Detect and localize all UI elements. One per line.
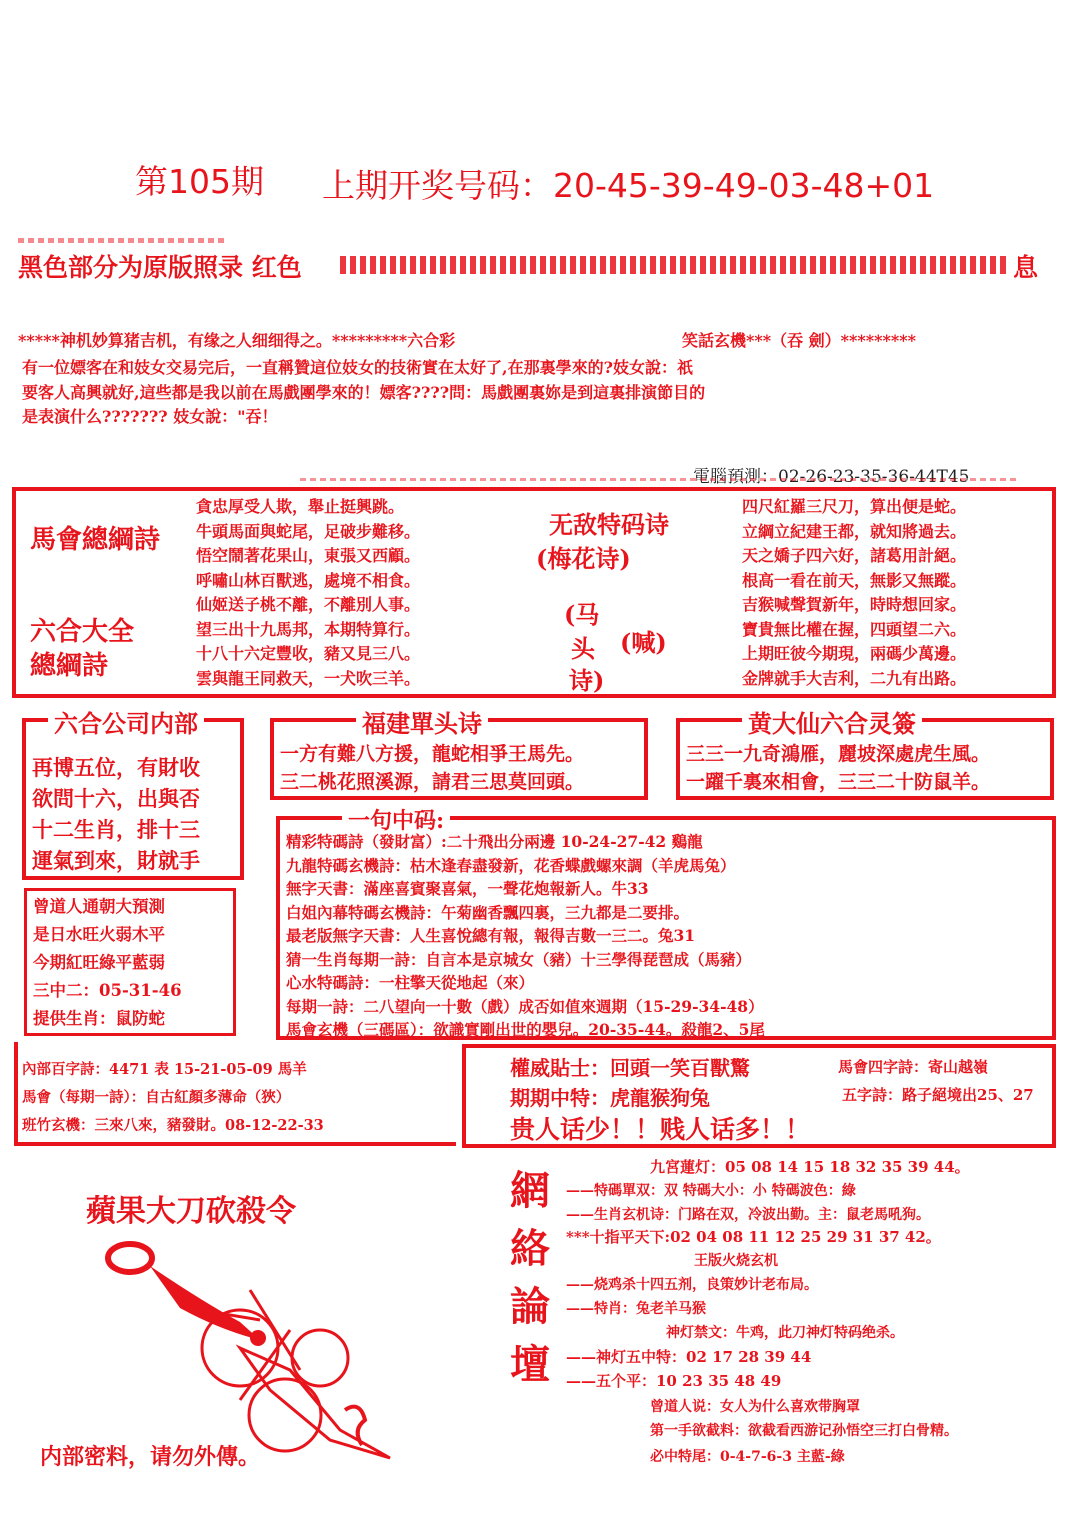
fortune-line: 今期紅旺綠平藍弱 (33, 953, 165, 972)
authority-mid-right: 五字詩：路子絕境出25、27 (842, 1086, 1034, 1104)
intro-line-1b: 笑話玄機***（吞 劍）********* (682, 331, 916, 350)
intro-line-4: 是表演什么??????? 妓女說："吞！ (22, 407, 278, 426)
inner-hundred-line: 內部百字詩：4471 表 15-21-05-09 馬羊 (22, 1061, 307, 1078)
poem-left-line: 牛頭馬面與蛇尾，足破步難移。 (196, 521, 421, 541)
intro-line-1: *****神机妙算猪吉机，有缘之人细细得之。*********六合彩 (18, 331, 456, 350)
one-sentence-line: 九龍特碼玄機詩：枯木逢春盡發新，花香蝶戲螺來調（羊虎馬兔） (286, 855, 736, 875)
fujian-lines (280, 740, 584, 796)
fujian-line: 一方有難八方援，龍蛇相爭王馬先。 (280, 743, 585, 765)
huang-daxian-box (676, 709, 1054, 800)
forum-line: 第一手欲截料：欲截看西游记孙悟空三打白骨精。 (650, 1423, 958, 1439)
authority-tip-right: 馬會四字詩：寄山越嶺 (838, 1058, 989, 1076)
poem-left-line: 悟空鬧著花果山，東張又西顧。 (196, 546, 421, 565)
poem-right-line: 上期旺彼今期現，兩碼少萬邊。 (742, 644, 967, 663)
poem-title-2: 六合大全 (30, 617, 135, 647)
inner-company-line: 十二生肖，排十三 (32, 817, 200, 842)
authority-mid: 期期中特：虎龍猴狗兔 (510, 1086, 710, 1110)
poem-left-line: 望三出十九馬邦，本期特算行。 (196, 619, 421, 639)
divider-line (300, 478, 1020, 481)
poem-left-line: 雲與龍王同救天，一犬吹三羊。 (196, 668, 421, 688)
one-sentence-line: 精彩特碼詩（發財富）:二十飛出分兩邊 10-24-27-42 鷄龍 (286, 832, 703, 851)
forum-line: ——特肖：兔老羊马猴 (566, 1301, 706, 1317)
poem-right-line: 根高一看在前天，無影又無蹤。 (742, 570, 967, 590)
one-sentence-lines (286, 830, 765, 1042)
one-sentence-line: 心水特碼詩：一柱擎天從地起（來） (286, 973, 535, 992)
authority-slogan: 贵人话少！！贱人话多！！ (510, 1115, 811, 1144)
one-sentence-line: 無字天書：滿座喜賓聚喜氣，一聲花炮報新人。牛33 (286, 879, 649, 898)
forum-line: ——神灯五中特：02 17 28 39 44 (566, 1348, 812, 1366)
one-sentence-line: 每期一詩：二八望向一十數（戲）成否如值來週期（15-29-34-48） (286, 996, 764, 1016)
fortune-line: 曾道人通朝大預測 (33, 897, 165, 916)
knife-footer: 内部密料，请勿外傳。 (40, 1444, 261, 1470)
poem-left-line: 仙姬送子桃不離，不離別人事。 (196, 595, 421, 614)
notice-left: 黑色部分为原版照录 红色 (18, 253, 302, 282)
one-sentence-line: 白姐內幕特碼玄機詩：午菊幽香飄四裏，三九都是二要排。 (286, 902, 690, 922)
inner-hundred-line: 馬會（每期一詩）：自古紅顏多薄命（狹） (22, 1089, 291, 1106)
forum-line: ——特碼單双：双 特碼大小：小 特碼波色：綠 (566, 1183, 856, 1199)
poem-right-line: 天之嬌子四六好，諸葛用計絕。 (742, 546, 967, 565)
fortune-line: 三中二：05-31-46 (33, 981, 182, 1000)
poem-title-1: 馬會總綱詩 (30, 525, 161, 555)
forum-line: ——五个平：10 23 35 48 49 (566, 1372, 782, 1390)
forum-vertical-char: 壇 (510, 1341, 550, 1388)
fortune-line: 提供生肖：鼠防蛇 (33, 1009, 165, 1028)
fortune-box (24, 888, 236, 1036)
one-sentence-title: 一句中码: (342, 804, 450, 835)
fujian-title: 福建單头诗 (356, 704, 488, 739)
forum-line: 九宮蓮灯：05 08 14 15 18 32 35 39 44。 (650, 1158, 970, 1176)
forum-line: ***十指平天下:02 04 08 11 12 25 29 31 37 42。 (566, 1228, 941, 1246)
intro-line-2: 有一位嫖客在和妓女交易完后，一直稱贊這位妓女的技術實在太好了,在那裏學來的?妓女說：祇 (22, 358, 693, 377)
one-sentence-line: 猜一生肖每期一詩：自言本是京城女（豬）十三學得琵琶成（馬豬） (286, 949, 752, 969)
inner-company-line: 欲問十六，出與否 (32, 786, 200, 811)
scribbled-text (340, 256, 1010, 274)
fortune-lines (33, 893, 182, 1033)
forum-vertical-char: 絡 (510, 1225, 550, 1272)
poem-left-lines (196, 495, 420, 691)
mid-b: 头 (571, 634, 595, 663)
forum-line: ——烧鸡杀十四五剂，良策妙计老布局。 (566, 1277, 818, 1293)
poem-left-line: 呼嘯山林百獸逃，處境不相食。 (196, 570, 421, 590)
poem-right-lines (742, 495, 966, 691)
mid-title-2: (梅花诗) (536, 544, 631, 573)
one-sentence-box (276, 808, 1056, 1040)
huang-line: 三三一九奇鴻雁，麗坡深處虎生風。 (686, 743, 991, 765)
huang-lines (686, 740, 990, 796)
forum-line: 神灯禁文：牛鸡，此刀神灯特码绝杀。 (666, 1325, 904, 1341)
authority-box (462, 1044, 1056, 1148)
last-draw-numbers: 上期开奖号码：20-45-39-49-03-48+01 (322, 166, 935, 205)
mid-d: 诗) (569, 666, 605, 695)
inner-company-line: 運氣到來，財就手 (32, 848, 200, 873)
poem-box (12, 487, 1056, 698)
poem-left-line: 貪忠厚受人欺，舉止挺興跳。 (196, 497, 405, 516)
poem-right-line: 立綱立紀建王都，就知將過去。 (742, 521, 967, 541)
fujian-box (270, 709, 648, 800)
forum-line: 必中特尾：0-4-7-6-3 主藍-綠 (650, 1449, 845, 1465)
computer-prediction: 電腦預測：02-26-23-35-36-44T45 (693, 467, 970, 487)
forum-line: 王版火烧玄机 (694, 1253, 778, 1269)
inner-company-box (22, 709, 244, 880)
forum-vertical-char: 網 (510, 1167, 550, 1214)
mid-c: (喊) (620, 628, 667, 657)
fortune-line: 是日水旺火弱木平 (33, 925, 165, 944)
forum-vertical-title (506, 1162, 554, 1394)
authority-tip: 權威貼士：回頭一笑百獸驚 (510, 1056, 750, 1080)
knife-title: 蘋果大刀砍殺令 (86, 1194, 296, 1229)
inner-company-line: 再博五位，有財收 (32, 755, 200, 780)
poem-right-line: 吉猴喊聲賀新年，時時想回家。 (742, 595, 967, 614)
inner-company-title: 六合公司内部 (48, 704, 204, 739)
poem-right-line: 四尺紅羅三尺刀，算出便是蛇。 (742, 497, 967, 516)
poem-right-line: 金牌就手大吉利，二九有出路。 (742, 668, 967, 688)
poem-right-line: 寶貴無比權在握，四頭望二六。 (742, 619, 967, 639)
intro-line-3: 要客人高興就好,這些都是我以前在馬戲團學來的！嫖客????問：馬戲團裏妳是到這裏排演節目的 (22, 383, 706, 402)
poem-left-line: 十八十六定豐收，豬又見三八。 (196, 644, 421, 663)
issue-number: 第105期 (135, 162, 264, 201)
forum-vertical-char: 論 (510, 1283, 550, 1330)
forum-line: ——生肖玄机诗：门路在双，冷波出勤。主：鼠老馬吼狗。 (566, 1207, 930, 1223)
poem-title-3: 總綱詩 (30, 651, 109, 681)
one-sentence-line: 最老版無字天書：人生喜悅總有報，報得吉數一三二。兔31 (286, 926, 696, 945)
mid-title-1: 无敌特码诗 (549, 510, 669, 539)
forum-line: 曾道人说：女人为什么喜欢带胸罩 (650, 1399, 860, 1415)
sword-illustration (90, 1230, 420, 1460)
inner-hundred-line: 班竹玄機：三來八來，豬發財。08-12-22-33 (22, 1117, 324, 1134)
scribble-top (18, 238, 228, 243)
fujian-line: 三二桃花照溪源，請君三思莫回頭。 (280, 771, 585, 793)
mid-a: (马 (564, 600, 600, 629)
one-sentence-line: 馬會玄機（三碼區）：欲識實剛出世的嬰兒。20-35-44。殺龍2、5尾 (286, 1020, 765, 1039)
huang-title: 黄大仙六合灵簽 (742, 704, 922, 739)
inner-company-lines (32, 752, 200, 876)
notice-right: 息 (1013, 253, 1039, 282)
huang-line: 一躍千裏來相會，三三二十防鼠羊。 (686, 771, 991, 793)
inner-hundred-lines (22, 1056, 324, 1140)
